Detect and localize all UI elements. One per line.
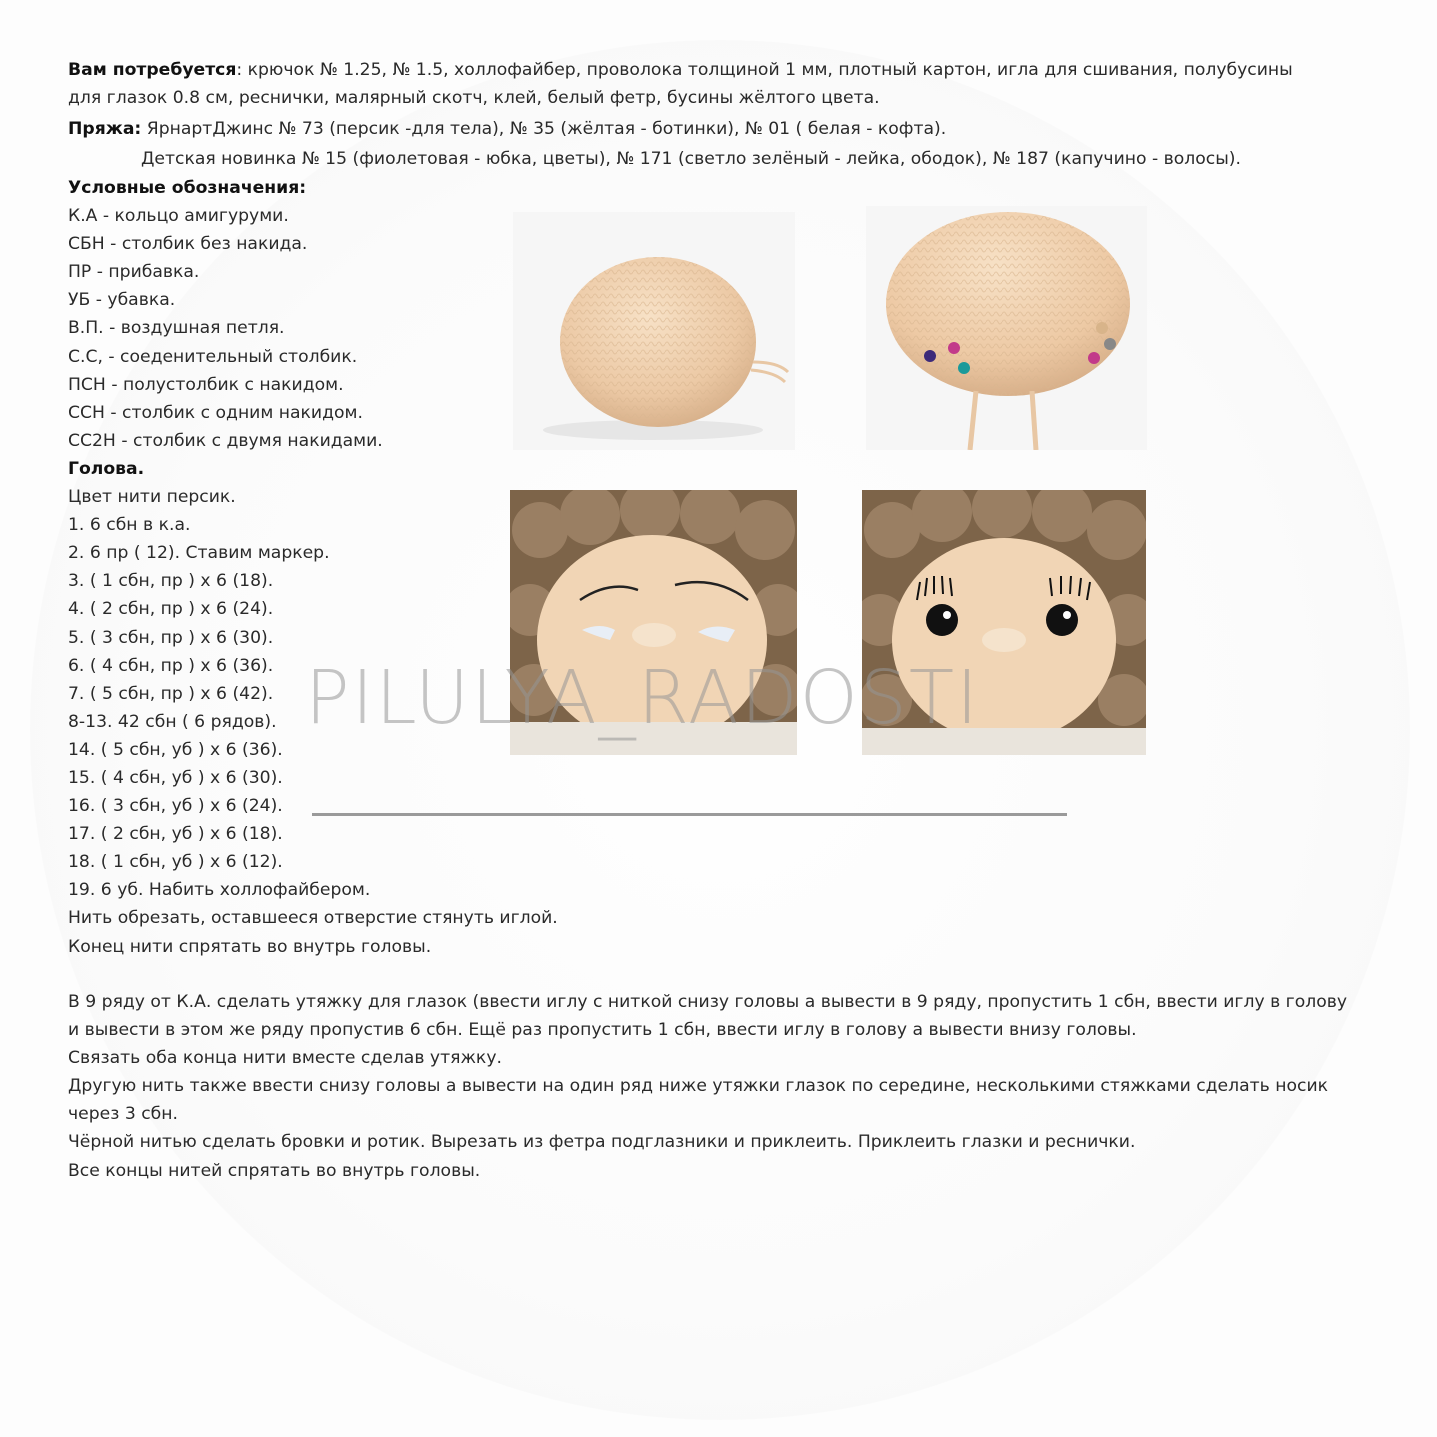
instruction-line: Чёрной нитью сделать бровки и ротик. Вырезать из фетра подглазники и приклеить. Приклеить глазки и реснички. bbox=[68, 1132, 1136, 1153]
head-row: 4. ( 2 сбн, пр ) х 6 (24). bbox=[68, 599, 274, 620]
head-row: 14. ( 5 сбн, уб ) х 6 (36). bbox=[68, 739, 283, 760]
head-row: 5. ( 3 сбн, пр ) х 6 (30). bbox=[68, 627, 274, 648]
legend-item: УБ - убавка. bbox=[68, 290, 176, 311]
legend-title: Условные обозначения: bbox=[68, 178, 307, 198]
instruction-line: Другую нить также ввести снизу головы а вывести на один ряд ниже утяжки глазок по середине, несколькими стяжками сделать носик bbox=[68, 1076, 1328, 1097]
materials-label: Вам потребуется bbox=[68, 60, 237, 80]
instruction-line: В 9 ряду от К.А. сделать утяжку для глазок (ввести иглу с ниткой снизу головы а вывести в 9 ряду, пропустить 1 сбн, ввести иглу в голову bbox=[68, 992, 1348, 1012]
head-row: 17. ( 2 сбн, уб ) х 6 (18). bbox=[68, 824, 283, 845]
watermark: PILULYA_RADOSTI bbox=[305, 655, 980, 741]
head-row: 6. ( 4 сбн, пр ) х 6 (36). bbox=[68, 655, 274, 676]
legend-item: ПСН - полустолбик с накидом. bbox=[68, 374, 344, 395]
legend-item: К.А - кольцо амигуруми. bbox=[68, 206, 289, 227]
head-row: Нить обрезать, оставшееся отверстие стянуть иглой. bbox=[68, 908, 558, 929]
head-title: Голова. bbox=[68, 458, 145, 479]
legend-item: ПР - прибавка. bbox=[68, 262, 200, 283]
legend-item: С.С, - соеденительный столбик. bbox=[68, 346, 358, 367]
legend-item: В.П. - воздушная петля. bbox=[68, 318, 285, 339]
yarn-text: ЯрнартДжинс № 73 (персик -для тела), № 35 (жёлтая - ботинки), № 01 ( белая - кофта). bbox=[141, 119, 947, 139]
materials-line-2: для глазок 0.8 см, реснички, малярный скотч, клей, белый фетр, бусины жёлтого цвета. bbox=[68, 88, 880, 108]
yarn-line-2: Детская новинка № 15 (фиолетовая - юбка, цветы), № 171 (светло зелёный - лейка, ободок), № 187 (капучино - волосы). bbox=[141, 149, 1241, 169]
yarn-label: Пряжа: bbox=[68, 119, 142, 139]
materials-text: : крючок № 1.25, № 1.5, холлофайбер, проволока толщиной 1 мм, плотный картон, игла для сшивания, полубусины bbox=[236, 60, 1293, 80]
photo-head-pins bbox=[866, 206, 1147, 450]
yarn-line bbox=[68, 115, 946, 143]
head-row: 1. 6 сбн в к.а. bbox=[68, 515, 191, 536]
head-row: Конец нити спрятать во внутрь головы. bbox=[68, 936, 432, 957]
photo-head-side bbox=[513, 212, 795, 450]
legend-block bbox=[68, 174, 558, 961]
head-row: 3. ( 1 сбн, пр ) х 6 (18). bbox=[68, 571, 274, 592]
head-row: 8-13. 42 сбн ( 6 рядов). bbox=[68, 711, 277, 732]
legend-item: СБН - столбик без накида. bbox=[68, 234, 308, 255]
instruction-line: Связать оба конца нити вместе сделав утяжку. bbox=[68, 1048, 502, 1069]
instructions-block bbox=[68, 988, 1347, 1185]
head-row: 2. 6 пр ( 12). Ставим маркер. bbox=[68, 543, 330, 564]
legend-item: ССН - столбик с одним накидом. bbox=[68, 402, 363, 423]
instruction-line: и вывести в этом же ряду пропустив 6 сбн. Ещё раз пропустить 1 сбн, ввести иглу в голову а вывести внизу головы. bbox=[68, 1020, 1137, 1041]
materials-line bbox=[68, 56, 1293, 84]
instruction-line: Все концы нитей спрятать во внутрь головы. bbox=[68, 1160, 481, 1181]
instruction-line: через 3 сбн. bbox=[68, 1104, 178, 1125]
head-row: 7. ( 5 сбн, пр ) х 6 (42). bbox=[68, 683, 274, 704]
legend-item: СС2Н - столбик с двумя накидами. bbox=[68, 430, 383, 451]
head-row: 15. ( 4 сбн, уб ) х 6 (30). bbox=[68, 767, 283, 788]
head-row: Цвет нити персик. bbox=[68, 487, 236, 508]
head-row: 16. ( 3 сбн, уб ) х 6 (24). bbox=[68, 796, 283, 817]
head-row: 18. ( 1 сбн, уб ) х 6 (12). bbox=[68, 852, 283, 873]
divider-line bbox=[312, 813, 1067, 816]
head-row: 19. 6 уб. Набить холлофайбером. bbox=[68, 880, 371, 901]
